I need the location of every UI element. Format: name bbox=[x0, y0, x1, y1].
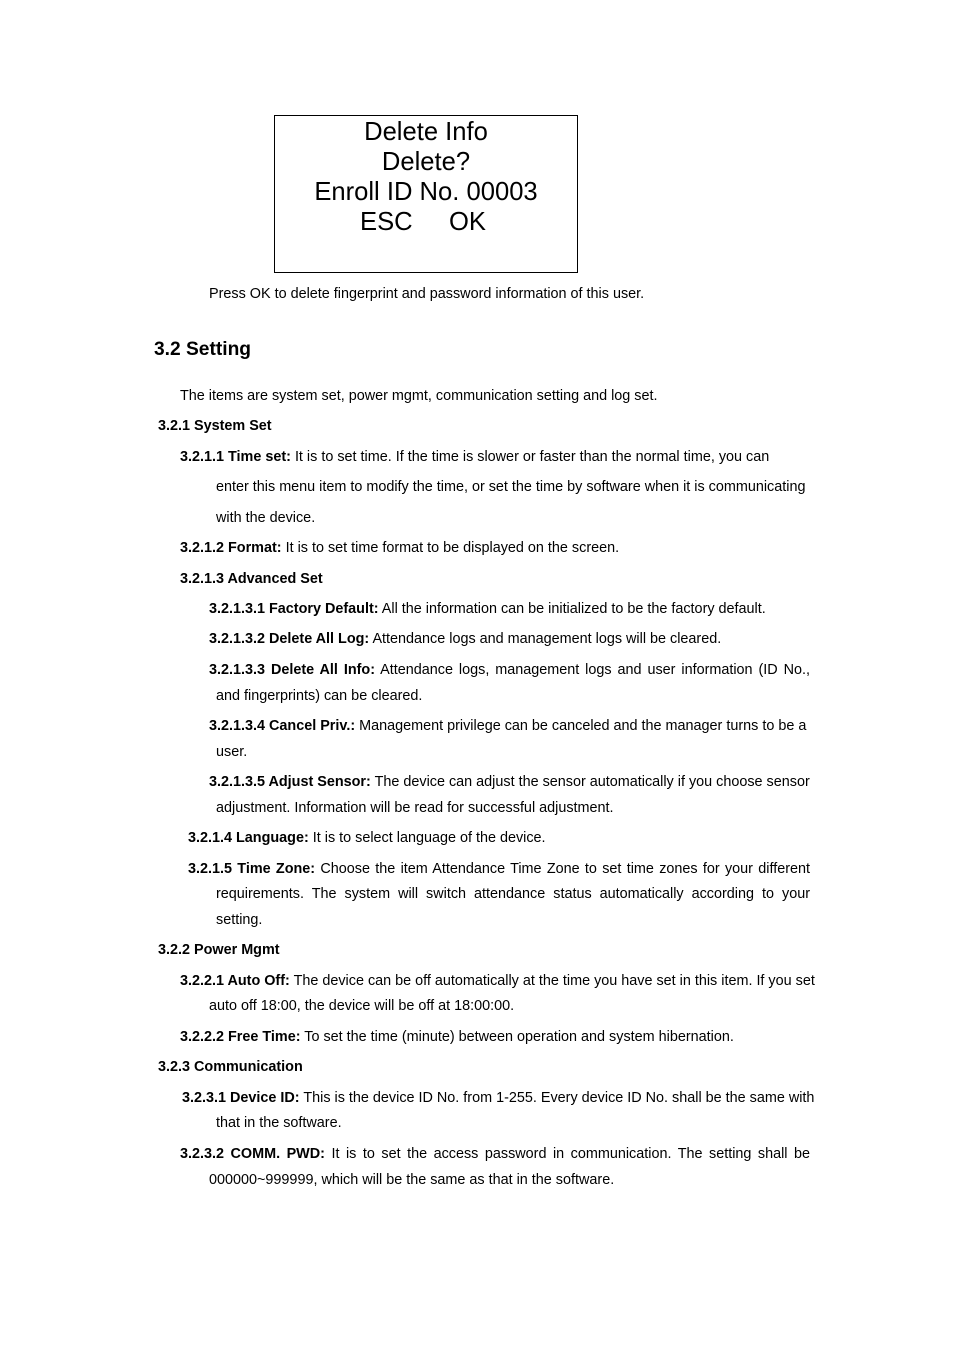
item-advanced-set-heading: 3.2.1.3 Advanced Set bbox=[180, 571, 323, 587]
item-delete-all-log-line-1 bbox=[209, 630, 721, 648]
item-free-time-label: 3.2.2.2 Free Time: bbox=[180, 1029, 301, 1045]
item-adjust-sensor-line-2: adjustment. Information will be read for successful adjustment. bbox=[216, 800, 614, 816]
item-factory-default-label: 3.2.1.3.1 Factory Default: bbox=[209, 601, 379, 617]
item-cancel-priv-line-1 bbox=[209, 717, 806, 735]
item-factory-default-text: All the information can be initialized to be the factory default. bbox=[381, 601, 766, 617]
lcd-enroll-id: Enroll ID No. 00003 bbox=[314, 178, 538, 206]
item-language-text: It is to select language of the device. bbox=[312, 830, 546, 846]
subsection-heading-communication: 3.2.3 Communication bbox=[158, 1059, 303, 1075]
lcd-prompt: Delete? bbox=[381, 148, 471, 176]
item-comm-pwd-text: It is to set the access password in communication. The setting shall be bbox=[331, 1146, 811, 1162]
item-cancel-priv-line-2: user. bbox=[216, 744, 248, 760]
item-auto-off-line-2: auto off 18:00, the device will be off at 18:00:00. bbox=[209, 998, 515, 1014]
item-delete-all-info-line-1 bbox=[209, 661, 810, 679]
item-time-set-line-1 bbox=[180, 448, 769, 466]
item-device-id-line-1 bbox=[182, 1089, 814, 1107]
item-format-label: 3.2.1.2 Format: bbox=[180, 540, 282, 556]
item-delete-all-info-line-2: and fingerprints) can be cleared. bbox=[216, 688, 423, 704]
item-time-zone-line-2: requirements. The system will switch attendance status automatically according to your bbox=[216, 886, 810, 902]
item-language-line-1 bbox=[188, 829, 546, 847]
item-free-time-line-1 bbox=[180, 1028, 734, 1046]
item-cancel-priv-label: 3.2.1.3.4 Cancel Priv.: bbox=[209, 718, 356, 734]
item-time-set-line-3: with the device. bbox=[216, 510, 316, 526]
lcd-ok-key-label: OK bbox=[449, 208, 486, 236]
item-comm-pwd-label: 3.2.3.2 COMM. PWD: bbox=[180, 1146, 325, 1162]
item-time-zone-text: Choose the item Attendance Time Zone to set time zones for your different bbox=[320, 861, 810, 877]
subsection-heading-power-mgmt: 3.2.2 Power Mgmt bbox=[158, 942, 280, 958]
item-auto-off-label: 3.2.2.1 Auto Off: bbox=[180, 973, 290, 989]
item-device-id-line-2: that in the software. bbox=[216, 1115, 342, 1131]
item-delete-all-log-label: 3.2.1.3.2 Delete All Log: bbox=[209, 631, 370, 647]
item-adjust-sensor-line-1 bbox=[209, 773, 810, 791]
lcd-screen bbox=[274, 115, 578, 273]
item-comm-pwd-line-2: 000000~999999, which will be the same as that in the software. bbox=[209, 1172, 615, 1188]
section-intro: The items are system set, power mgmt, communication setting and log set. bbox=[180, 388, 658, 404]
item-delete-all-info-label: 3.2.1.3.3 Delete All Info: bbox=[209, 662, 376, 678]
item-time-zone-line-1 bbox=[188, 860, 810, 878]
item-time-set-label: 3.2.1.1 Time set: bbox=[180, 449, 291, 465]
item-device-id-label: 3.2.3.1 Device ID: bbox=[182, 1090, 300, 1106]
lcd-title: Delete Info bbox=[364, 118, 488, 146]
lcd-caption: Press OK to delete fingerprint and password information of this user. bbox=[209, 286, 645, 302]
item-cancel-priv-text: Management privilege can be canceled and the manager turns to be a bbox=[359, 718, 807, 734]
section-heading-setting: 3.2 Setting bbox=[154, 339, 252, 360]
item-comm-pwd-line-1 bbox=[180, 1145, 810, 1163]
lcd-key-row bbox=[275, 207, 577, 237]
item-auto-off-text: The device can be off automatically at the time you have set in this item. If you set bbox=[293, 973, 815, 989]
item-adjust-sensor-label: 3.2.1.3.5 Adjust Sensor: bbox=[209, 774, 371, 790]
item-auto-off-line-1 bbox=[180, 972, 815, 990]
item-device-id-text: This is the device ID No. from 1-255. Every device ID No. shall be the same with bbox=[303, 1090, 815, 1106]
item-time-set-line-2: enter this menu item to modify the time, or set the time by software when it is communicating bbox=[216, 479, 806, 495]
item-adjust-sensor-text: The device can adjust the sensor automatically if you choose sensor bbox=[374, 774, 810, 790]
item-format-line-1 bbox=[180, 539, 619, 557]
subsection-heading-system-set: 3.2.1 System Set bbox=[158, 418, 272, 434]
item-time-zone-label: 3.2.1.5 Time Zone: bbox=[188, 861, 316, 877]
item-language-label: 3.2.1.4 Language: bbox=[188, 830, 309, 846]
item-format-text: It is to set time format to be displayed on the screen. bbox=[285, 540, 620, 556]
item-free-time-text: To set the time (minute) between operation and system hibernation. bbox=[304, 1029, 734, 1045]
item-factory-default-line-1 bbox=[209, 600, 766, 618]
item-time-zone-line-3: setting. bbox=[216, 912, 263, 928]
item-delete-all-log-text: Attendance logs and management logs will be cleared. bbox=[372, 631, 722, 647]
lcd-esc-key-label: ESC bbox=[360, 208, 413, 236]
item-delete-all-info-text: Attendance logs, management logs and user information (ID No., bbox=[380, 662, 810, 678]
item-time-set-text: It is to set time. If the time is slower or faster than the normal time, you can bbox=[294, 449, 770, 465]
